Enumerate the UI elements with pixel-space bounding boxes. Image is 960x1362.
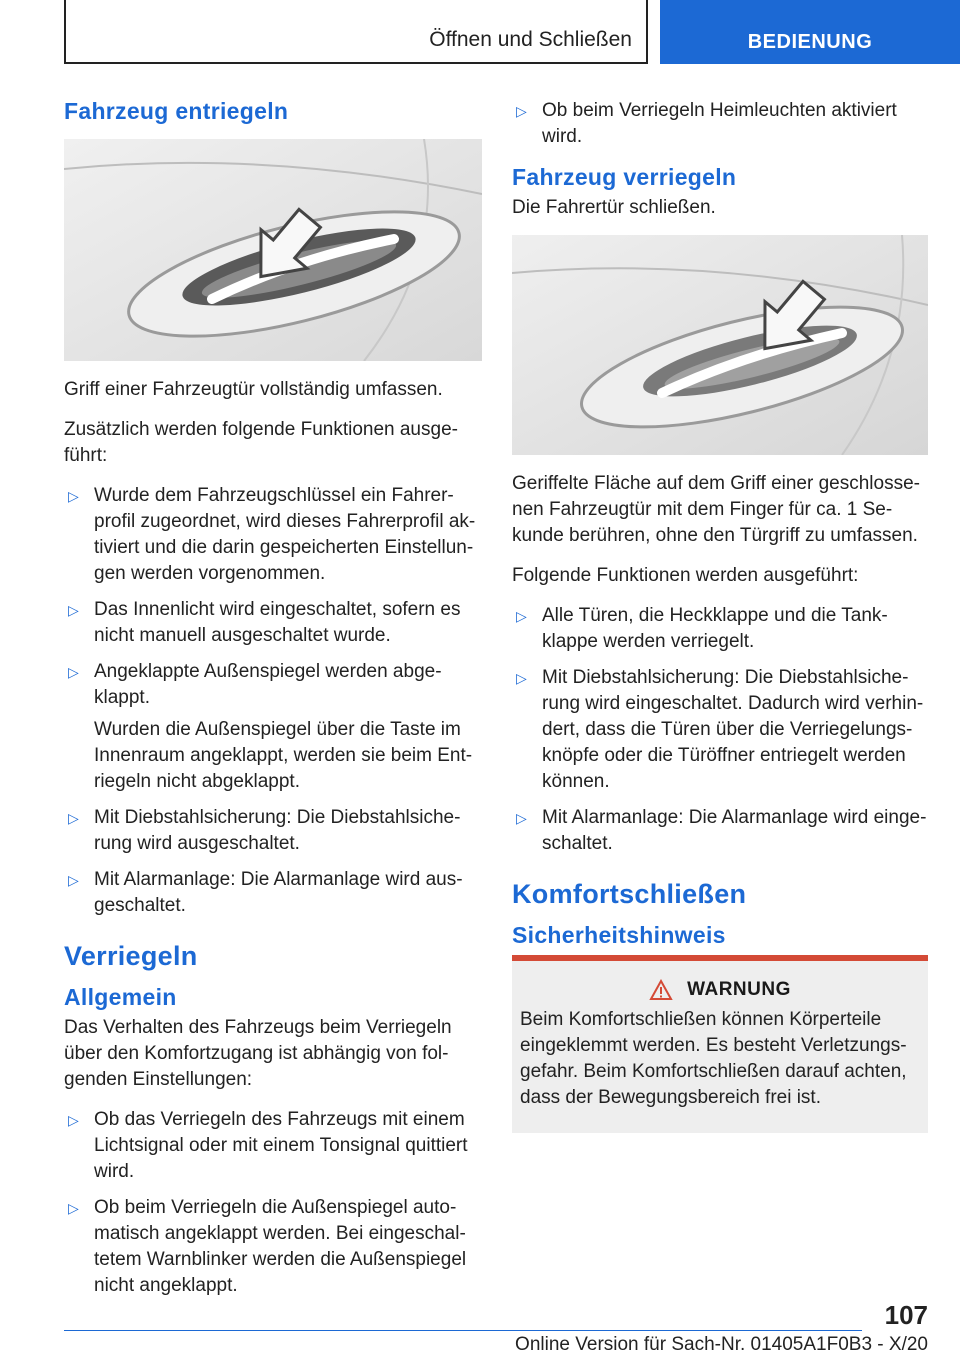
triangle-bullet-icon: ▷ <box>68 488 79 504</box>
list-item-text: Ob das Verriegeln des Fahrzeugs mit einem Lichtsignal oder mit einem Tonsignal quittiert wird. <box>94 1109 468 1182</box>
header-chapter-tab: BEDIENUNG <box>660 0 960 64</box>
door-handle-unlock-image <box>64 139 482 361</box>
list-item <box>512 603 928 655</box>
lock-settings-list <box>64 1107 482 1299</box>
warning-header <box>520 979 920 1001</box>
warning-title: WARNUNG <box>687 979 791 1000</box>
heading-sicherheitshinweis: Sicherheitshinweis <box>512 922 726 948</box>
triangle-bullet-icon: ▷ <box>516 810 527 826</box>
door-handle-lock-image <box>512 235 928 455</box>
lock-functions-list <box>512 603 928 857</box>
left-column <box>64 98 482 1313</box>
warning-triangle-icon <box>649 979 673 1001</box>
triangle-bullet-icon: ▷ <box>68 602 79 618</box>
page-number: 107 <box>884 1300 928 1330</box>
heading-komfortschliessen: Komfortschließen <box>512 879 747 909</box>
list-item-text: Wurde dem Fahrzeugschlüssel ein Fahrer-profil zugeordnet, wird dieses Fahrerprofil ak-tiviert und die darin gespeicherten Einstellun-gen werden vorgenommen. <box>94 485 476 584</box>
triangle-bullet-icon: ▷ <box>68 664 79 680</box>
list-item <box>512 805 928 857</box>
list-item-text: Angeklappte Außenspiegel werden abge-klappt. <box>94 661 442 708</box>
list-item-text: Das Innenlicht wird eingeschaltet, sofern es nicht manuell ausgeschaltet wurde. <box>94 599 461 646</box>
list-item <box>64 659 482 795</box>
list-item-text: Ob beim Verriegeln Heimleuchten aktiviert wird. <box>542 100 897 147</box>
warning-box <box>512 955 928 1133</box>
footer-divider <box>64 1330 862 1331</box>
list-item <box>64 597 482 649</box>
heading-fahrzeug-entriegeln: Fahrzeug entriegeln <box>64 98 289 124</box>
triangle-bullet-icon: ▷ <box>516 608 527 624</box>
list-item-text: Alle Türen, die Heckklappe und die Tank-klappe werden verriegelt. <box>542 605 888 652</box>
list-item <box>64 1107 482 1185</box>
paragraph: Zusätzlich werden folgende Funktionen ausge-führt: <box>64 419 458 466</box>
list-item-text: Mit Alarmanlage: Die Alarmanlage wird einge-schaltet. <box>542 807 927 854</box>
unlock-functions-list <box>64 483 482 919</box>
triangle-bullet-icon: ▷ <box>68 872 79 888</box>
triangle-bullet-icon: ▷ <box>516 103 527 119</box>
triangle-bullet-icon: ▷ <box>68 1200 79 1216</box>
lock-settings-list-continued <box>512 98 928 150</box>
list-item <box>64 483 482 587</box>
list-item-text: Mit Diebstahlsicherung: Die Diebstahlsiche-rung wird ausgeschaltet. <box>94 807 461 854</box>
paragraph: Die Fahrertür schließen. <box>512 197 716 218</box>
triangle-bullet-icon: ▷ <box>516 670 527 686</box>
list-item <box>512 98 928 150</box>
heading-allgemein: Allgemein <box>64 984 177 1010</box>
heading-fahrzeug-verriegeln: Fahrzeug verriegeln <box>512 164 737 190</box>
paragraph: Griff einer Fahrzeugtür vollständig umfassen. <box>64 379 443 400</box>
list-item <box>64 867 482 919</box>
list-item <box>64 1195 482 1299</box>
list-item-note: Wurden die Außenspiegel über die Taste im Innenraum angeklappt, werden sie beim Ent-riegeln nicht abgeklappt. <box>94 719 473 792</box>
list-item <box>512 665 928 795</box>
right-column <box>512 98 928 1133</box>
list-item-text: Ob beim Verriegeln die Außenspiegel auto-matisch angeklappt werden. Bei eingeschal-tetem Warnblinker werden die Außenspiegel nicht angeklappt. <box>94 1197 467 1296</box>
list-item-text: Mit Alarmanlage: Die Alarmanlage wird aus-geschaltet. <box>94 869 463 916</box>
warning-text: Beim Komfortschließen können Körperteile eingeklemmt werden. Es besteht Verletzungs-gefahr. Beim Komfortschließen darauf achten, dass der Bewegungsbereich frei ist. <box>520 1009 907 1108</box>
header-section-title: Öffnen und Schließen <box>429 28 632 51</box>
triangle-bullet-icon: ▷ <box>68 1112 79 1128</box>
header-frame <box>64 0 648 64</box>
list-item-text: Mit Diebstahlsicherung: Die Diebstahlsiche-rung wird eingeschaltet. Dadurch wird verhin-dert, dass die Türen über die Verriegelungs-knöpfe oder die Türöffner entriegelt werden können. <box>542 667 924 792</box>
paragraph: Geriffelte Fläche auf dem Griff einer geschlosse-nen Fahrzeugtür mit dem Finger für ca. 1 Se-kunde berühren, ohne den Türgriff zu umfassen. <box>512 473 920 546</box>
heading-verriegeln: Verriegeln <box>64 941 198 971</box>
list-item <box>64 805 482 857</box>
paragraph: Das Verhalten des Fahrzeugs beim Verriegeln über den Komfortzugang ist abhängig von fol-genden Einstellungen: <box>64 1017 452 1090</box>
footer-online-version: Online Version für Sach-Nr. 01405A1F0B3 - X/20 <box>515 1334 928 1355</box>
triangle-bullet-icon: ▷ <box>68 810 79 826</box>
paragraph: Folgende Funktionen werden ausgeführt: <box>512 565 859 586</box>
